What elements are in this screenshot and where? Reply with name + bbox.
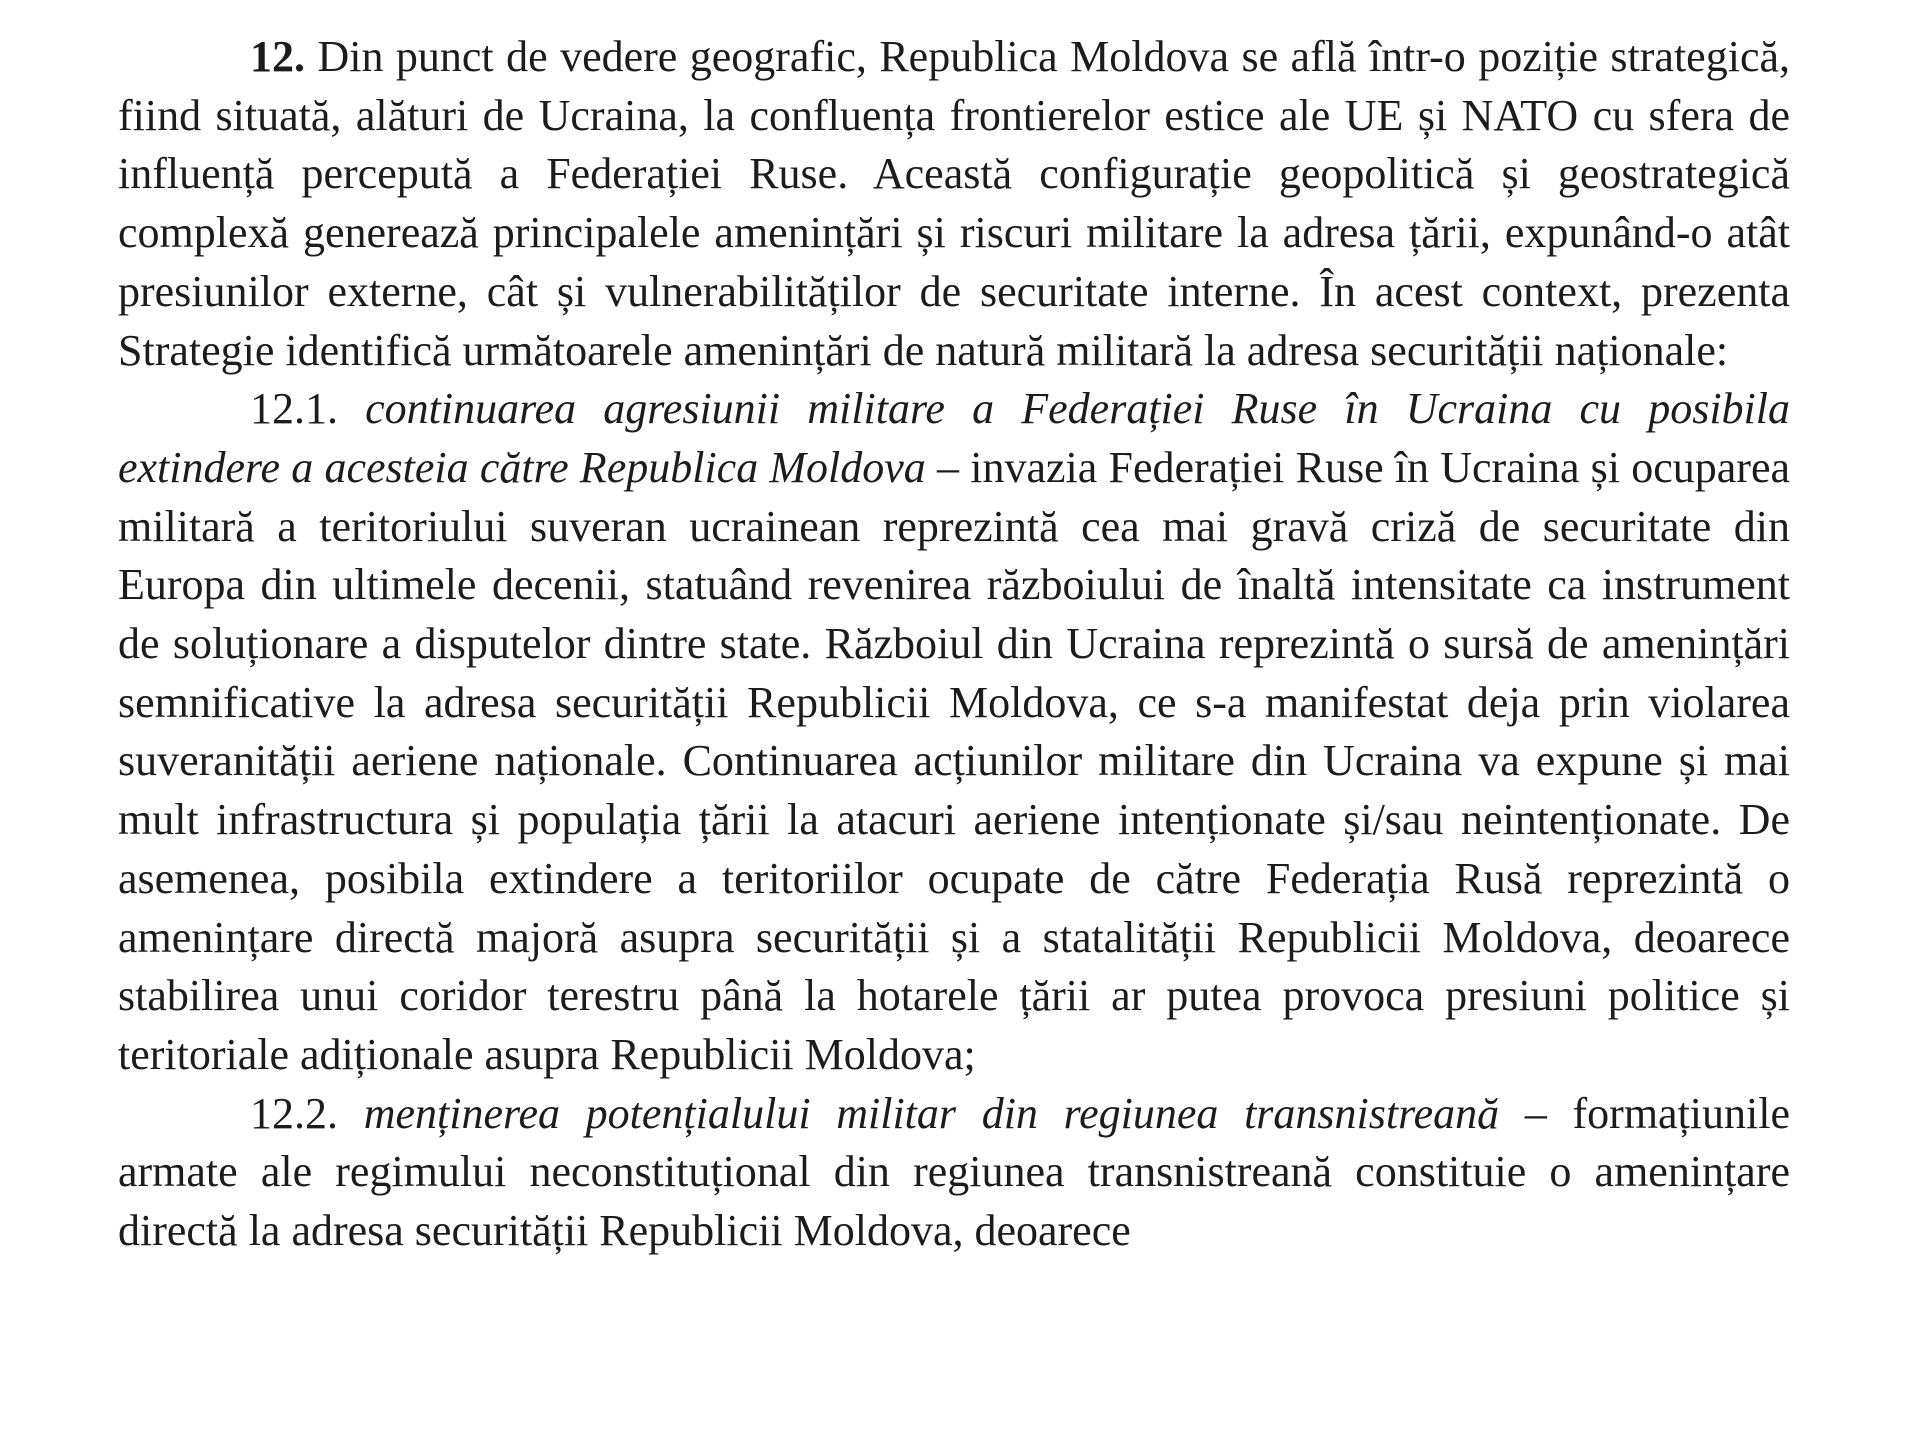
paragraph-title: continuarea agresiunii militare a Federației Ruse în Ucraina cu posibila extindere a acesteia către Republica Moldova: [118, 384, 1790, 492]
paragraph-12-1: [118, 380, 1790, 1084]
paragraph-number: 12.: [250, 32, 305, 81]
paragraph-title: menținerea potențialului militar din regiunea transnistreană: [363, 1088, 1500, 1138]
document-page: [118, 28, 1790, 1261]
paragraph-number: 12.2.: [250, 1088, 338, 1138]
paragraph-text: Din punct de vedere geografic, Republica Moldova se află într-o poziție strategică, fiind situată, alături de Ucraina, la confluența frontierelor estice ale UE și NATO cu sfera de influență percepută a Federației Ruse. Această configurație geopolitică și geostrategică complexă generează principalele amenințări și riscuri militare la adresa țării, expunând-o atât presiunilor externe, cât și vulnerabilităților de securitate interne. În acest context, prezenta Strategie identifică următoarele amenințări de natură militară la adresa securității naționale:: [118, 32, 1790, 375]
paragraph-text: – invazia Federației Ruse în Ucraina și ocuparea militară a teritoriului suveran ucrainean reprezintă cea mai gravă criză de securitate din Europa din ultimele decenii, statuând revenirea războiului de înaltă intensitate ca instrument de soluționare a disputelor dintre state. Războiul din Ucraina reprezintă o sursă de amenințări semnificative la adresa securității Republicii Moldova, ce s-a manifestat deja prin violarea suveranității aeriene naționale. Continuarea acțiunilor militare din Ucraina va expune și mai mult infrastructura și populația țării la atacuri aeriene intenționate și/sau neintenționate. De asemenea, posibila extindere a teritoriilor ocupate de către Federația Rusă reprezintă o amenințare directă majoră asupra securității și a statalității Republicii Moldova, deoarece stabilirea unui coridor terestru până la hotarele țării ar putea provoca presiuni politice și teritoriale adiționale asupra Republicii Moldova;: [118, 442, 1791, 1079]
paragraph-text: – formațiunile armate ale regimului neconstituțional din regiunea transnistreană constituie o amenințare directă la adresa securității Republicii Moldova, deoarece: [118, 1088, 1790, 1256]
paragraph-12: [118, 28, 1790, 380]
paragraph-number: 12.1.: [250, 384, 338, 434]
paragraph-12-2: [118, 1085, 1790, 1261]
